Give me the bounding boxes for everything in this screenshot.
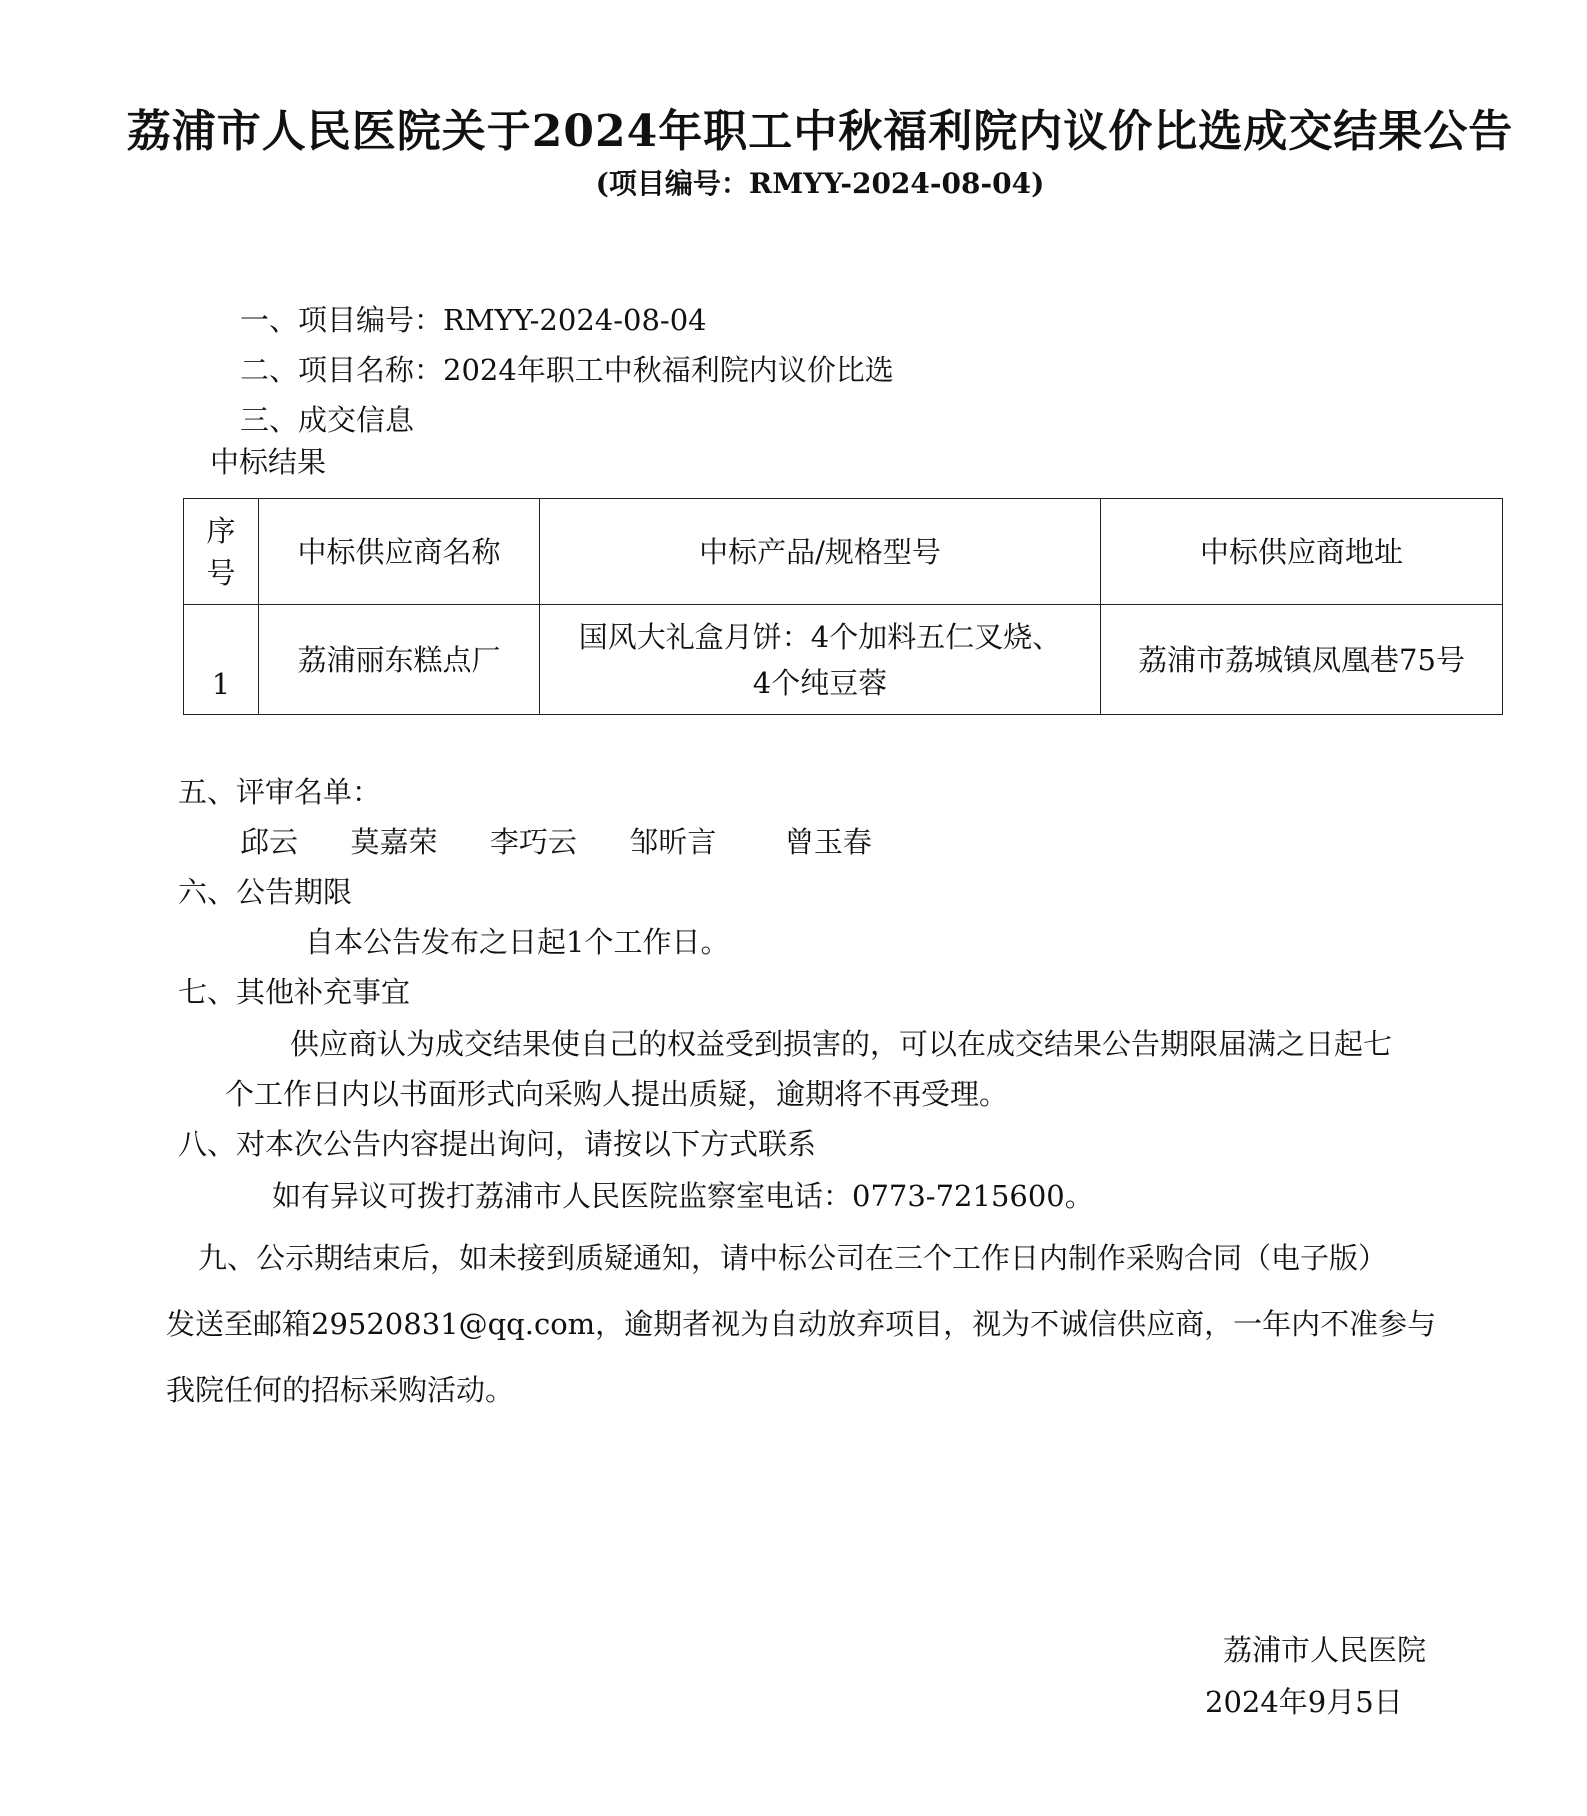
review-heading: 五、评审名单：	[178, 775, 382, 809]
signature-date: 2024年9月5日	[1205, 1685, 1403, 1719]
other-text-line-2: 个工作日内以书面形式向采购人提出质疑，逾期将不再受理。	[225, 1077, 1009, 1111]
cell-no: 1	[184, 605, 259, 715]
contact-heading: 八、对本次公告内容提出询问，请按以下方式联系	[178, 1127, 817, 1161]
other-text-line-1: 供应商认为成交结果使自己的权益受到损害的，可以在成交结果公告期限届满之日起七	[290, 1027, 1393, 1061]
header-cell-no: 序 号	[184, 499, 259, 605]
clause-nine-line-1: 九、公示期结束后，如未接到质疑通知，请中标公司在三个工作日内制作采购合同（电子版）	[198, 1241, 1388, 1275]
cell-address: 荔浦市荔城镇凤凰巷75号	[1101, 605, 1503, 715]
table-header-row	[184, 499, 1503, 605]
clause-nine-line-2: 发送至邮箱29520831@qq.com，逾期者视为自动放弃项目，视为不诚信供应商，一年内不准参与	[166, 1307, 1437, 1341]
table-row	[184, 605, 1503, 715]
clause-nine-line-3: 我院任何的招标采购活动。	[166, 1373, 515, 1407]
result-table	[183, 498, 1503, 715]
other-heading: 七、其他补充事宜	[178, 975, 411, 1009]
period-text: 自本公告发布之日起1个工作日。	[305, 925, 730, 959]
document-subtitle: (项目编号：RMYY-2024-08-04)	[595, 167, 1045, 200]
reviewer-name: 邱云	[240, 825, 299, 859]
period-heading: 六、公告期限	[178, 875, 353, 909]
signature-org: 荔浦市人民医院	[1223, 1633, 1427, 1667]
reviewer-list	[240, 820, 872, 861]
header-cell-product: 中标产品/规格型号	[540, 499, 1101, 605]
project-name: 二、项目名称：2024年职工中秋福利院内议价比选	[240, 353, 894, 387]
reviewer-name: 邹昕言	[629, 825, 717, 859]
contact-text: 如有异议可拨打荔浦市人民医院监察室电话：0773-7215600。	[272, 1179, 1094, 1213]
project-number: 一、项目编号：RMYY-2024-08-04	[240, 303, 707, 337]
header-cell-address: 中标供应商地址	[1101, 499, 1503, 605]
cell-supplier: 荔浦丽东糕点厂	[259, 605, 540, 715]
reviewer-name: 李巧云	[489, 825, 577, 859]
deal-info-heading: 三、成交信息	[240, 403, 415, 437]
reviewer-name: 曾玉春	[784, 825, 872, 859]
document-title: 荔浦市人民医院关于2024年职工中秋福利院内议价比选成交结果公告	[126, 106, 1514, 157]
result-label: 中标结果	[210, 445, 327, 479]
reviewer-name: 莫嘉荣	[350, 825, 438, 859]
cell-product: 国风大礼盒月饼：4个加料五仁叉烧、4个纯豆蓉	[540, 605, 1101, 715]
header-cell-supplier: 中标供应商名称	[259, 499, 540, 605]
